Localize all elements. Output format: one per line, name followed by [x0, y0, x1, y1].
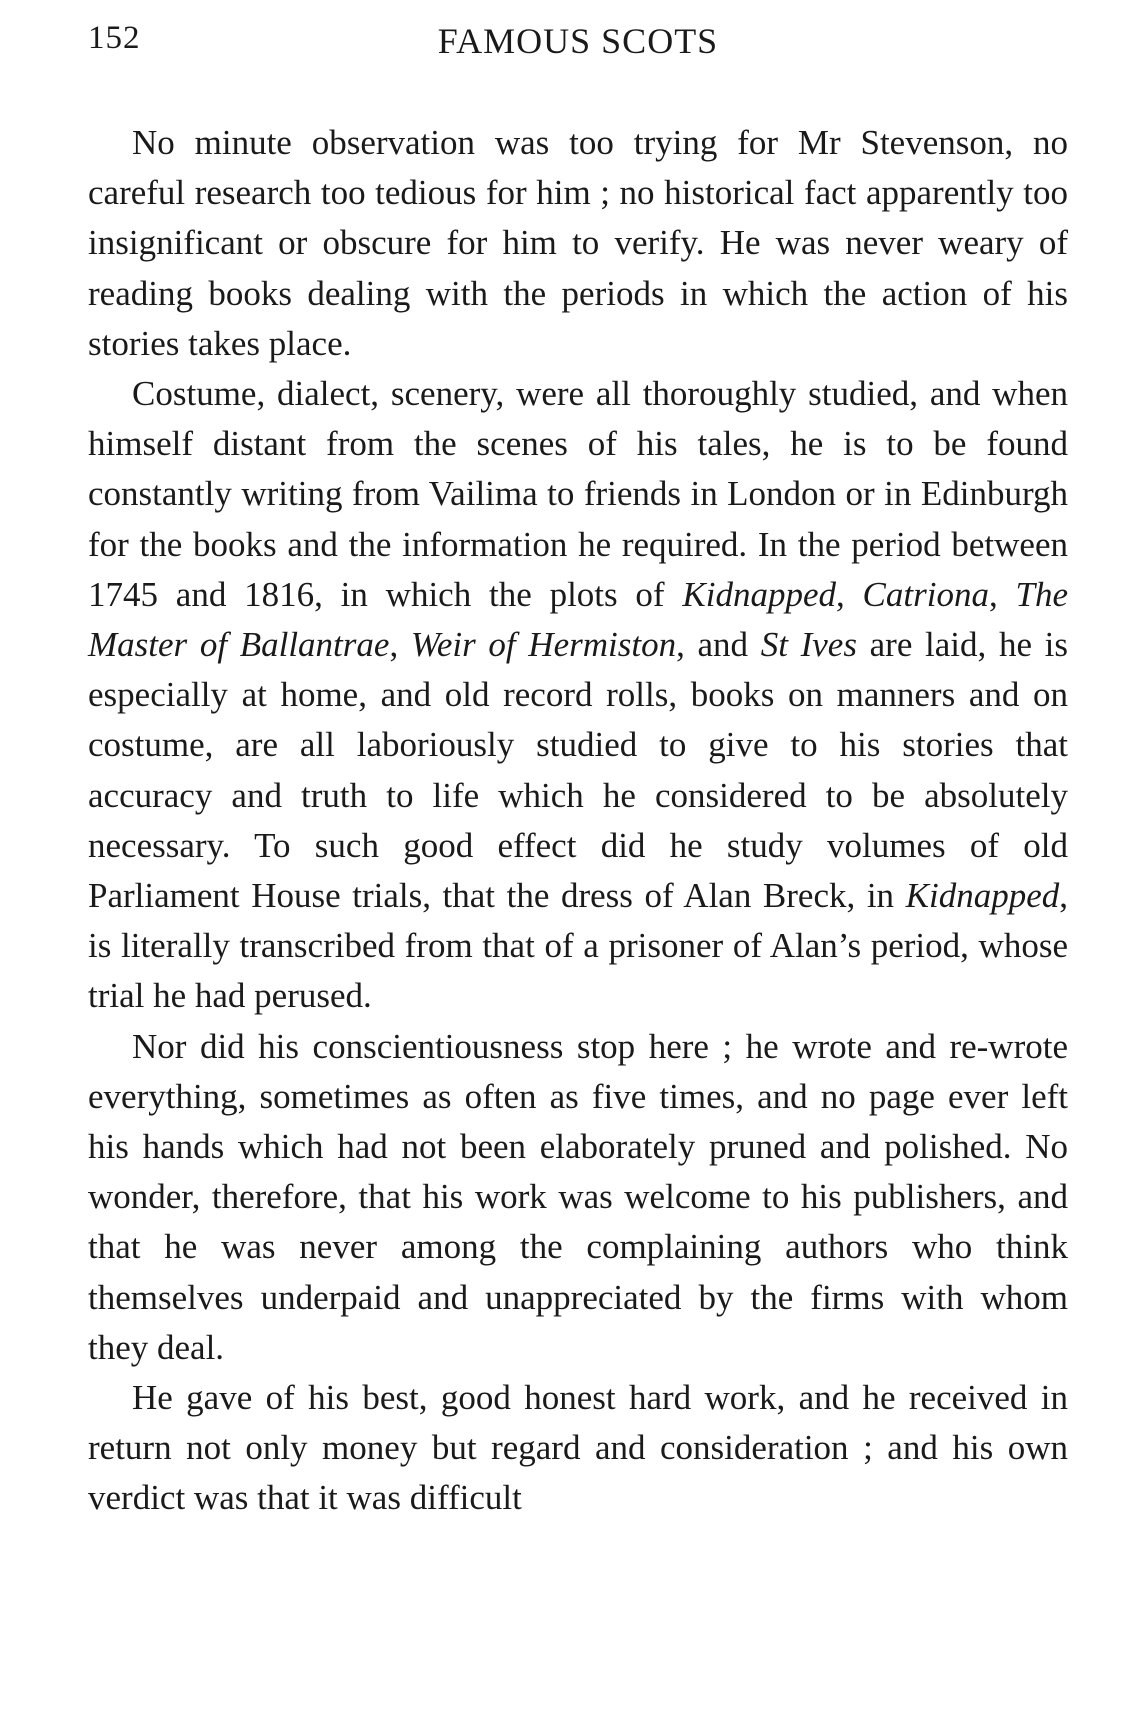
text-segment: He gave of his best, good honest hard work, and he received in return not only money but regard and consideration ; and his own verdict was that it was difficult: [88, 1378, 1068, 1518]
text-segment: No minute observation was too trying for Mr Stevenson, no careful research too tedious for him ; no historical fact apparently too insignificant or obscure for him to verify. He was never weary of reading books dealing with the periods in which the action of his stories takes place.: [88, 123, 1068, 363]
book-title-catriona: Catriona: [862, 574, 989, 614]
paragraph-3: [88, 1022, 1068, 1373]
book-title-kidnapped: Kidnapped: [682, 574, 836, 614]
text-segment: ,: [988, 574, 1016, 614]
book-title-weir-of-hermiston: Weir of Hermiston: [410, 625, 677, 665]
text-segment: are laid, he is especially at home, and old record rolls, books on manners and on costume, are all laboriously studied to give to his stories that accuracy and truth to life which he considered to be absolutely necessary. To such good effect did he study volumes of old Parliament House trials, that the dress of Alan Breck, in: [88, 625, 1069, 916]
text-segment: , is literally transcribed from that of a prisoner of Alan’s period, whose trial he had perused.: [88, 876, 1068, 1016]
book-title-master-of-ballantrae: The Master of Ballantrae: [88, 574, 1069, 665]
body-text: [88, 118, 1068, 1524]
text-segment: , and: [676, 625, 761, 665]
page-header: [88, 14, 1068, 74]
book-page: [88, 14, 1068, 1524]
running-title: FAMOUS SCOTS: [437, 21, 719, 61]
text-segment: ,: [836, 574, 863, 614]
paragraph-4: [88, 1373, 1068, 1524]
book-title-st-ives: St Ives: [760, 625, 857, 665]
text-segment: Costume, dialect, scenery, were all thoroughly studied, and when himself distant from the scenes of his tales, he is to be found constantly writing from Vailima to friends in London or in Edinburgh for the books and the information he required. In the period between 1745 and 1816, in which the plots of: [88, 374, 1068, 614]
page-number: 152: [88, 20, 141, 56]
paragraph-1: [88, 118, 1068, 369]
paragraph-2: [88, 369, 1068, 1022]
text-segment: ,: [389, 625, 411, 665]
book-title-kidnapped: Kidnapped: [905, 876, 1060, 916]
text-segment: Nor did his conscientiousness stop here ; he wrote and re-wrote everything, sometimes as often as five times, and no page ever left his hands which had not been elaborately pruned and polished. No wonder, therefore, that his work was welcome to his publishers, and that he was never among the complaining authors who think themselves underpaid and unappreciated by the firms with whom they deal.: [88, 1026, 1068, 1367]
